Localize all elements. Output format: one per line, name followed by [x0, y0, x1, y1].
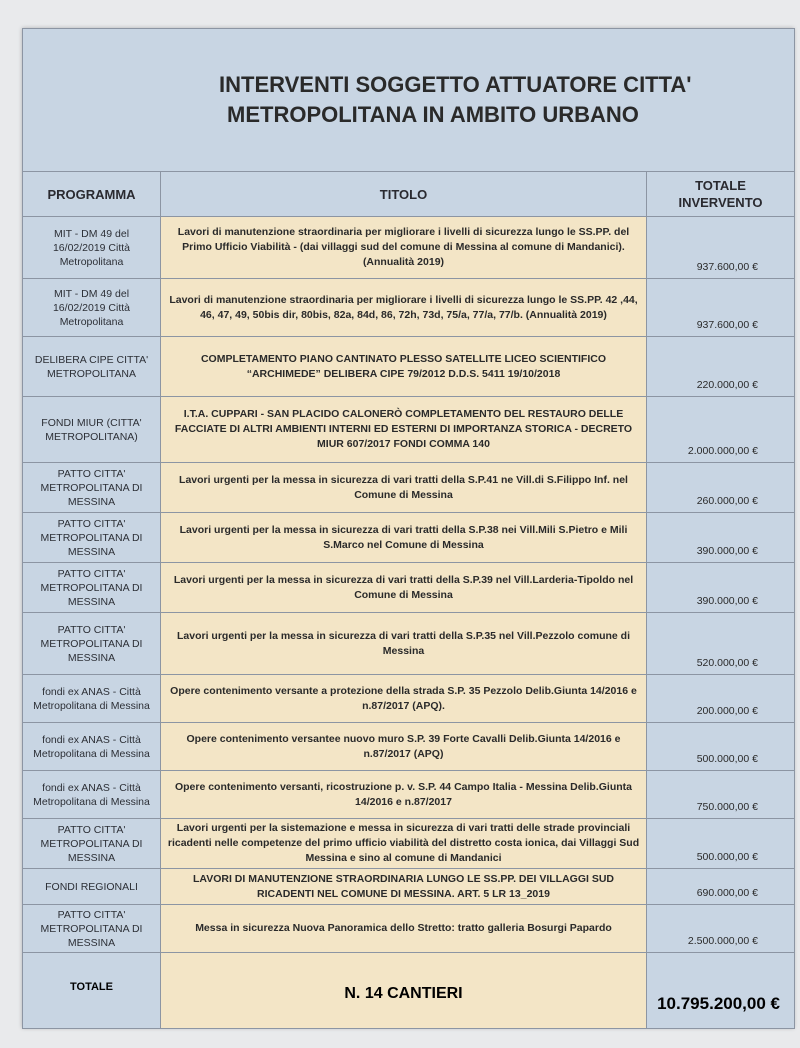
programma-cell: PATTO CITTA' METROPOLITANA DI MESSINA: [23, 563, 161, 613]
cantieri-count: N. 14 CANTIERI: [161, 953, 647, 1029]
importo-cell: 220.000,00 €: [647, 337, 795, 397]
table-row: [23, 563, 795, 613]
totale-label: TOTALE: [23, 953, 161, 1029]
header-totale-line-1: TOTALE: [695, 178, 746, 193]
importo-cell: 390.000,00 €: [647, 563, 795, 613]
importo-cell: 260.000,00 €: [647, 463, 795, 513]
table-row: [23, 613, 795, 675]
programma-cell: FONDI MIUR (CITTA' METROPOLITANA): [23, 397, 161, 463]
title-row: [23, 29, 795, 172]
programma-cell: fondi ex ANAS - Città Metropolitana di Messina: [23, 723, 161, 771]
titolo-cell: Lavori urgenti per la messa in sicurezza di vari tratti della S.P.41 ne Vill.di S.Filippo Inf. nel Comune di Messina: [161, 463, 647, 513]
titolo-cell: Lavori urgenti per la messa in sicurezza di vari tratti della S.P.35 nel Vill.Pezzolo comune di Messina: [161, 613, 647, 675]
titolo-cell: Lavori urgenti per la sistemazione e messa in sicurezza di vari tratti delle strade provinciali ricadenti nelle competenze del primo ufficio viabilità del distretto costa ionica, dai Villaggi Sud Messina e sino al comune di Mandanici: [161, 819, 647, 869]
table-row: [23, 869, 795, 905]
titolo-cell: Lavori di manutenzione straordinaria per migliorare i livelli di sicurezza lungo le SS.PP. 42 ,44, 46, 47, 49, 50bis dir, 80bis, 82a, 84d, 86, 72h, 73d, 75/a, 77/a, 77/b. (Annualità 2019): [161, 279, 647, 337]
titolo-cell: Lavori urgenti per la messa in sicurezza di vari tratti della S.P.38 nei Vill.Mili S.Pietro e Mili S.Marco nel Comune di Messina: [161, 513, 647, 563]
importo-cell: 937.600,00 €: [647, 279, 795, 337]
table-row: [23, 463, 795, 513]
importo-cell: 2.000.000,00 €: [647, 397, 795, 463]
programma-cell: PATTO CITTA' METROPOLITANA DI MESSINA: [23, 819, 161, 869]
programma-cell: fondi ex ANAS - Città Metropolitana di Messina: [23, 675, 161, 723]
programma-cell: PATTO CITTA' METROPOLITANA DI MESSINA: [23, 463, 161, 513]
header-row: [23, 172, 795, 217]
interventions-table: [22, 28, 795, 1029]
header-totale: [647, 172, 795, 217]
importo-cell: 750.000,00 €: [647, 771, 795, 819]
header-titolo: TITOLO: [161, 172, 647, 217]
programma-cell: MIT - DM 49 del 16/02/2019 Città Metropolitana: [23, 279, 161, 337]
titolo-cell: Opere contenimento versantee nuovo muro S.P. 39 Forte Cavalli Delib.Giunta 14/2016 e n.87/2017 (APQ): [161, 723, 647, 771]
table-row: [23, 513, 795, 563]
totale-importo: 10.795.200,00 €: [647, 953, 795, 1029]
table-row: [23, 675, 795, 723]
title-line-1: INTERVENTI SOGGETTO ATTUATORE CITTA': [219, 72, 692, 97]
title-line-2: METROPOLITANA IN AMBITO URBANO: [227, 102, 639, 127]
titolo-cell: Messa in sicurezza Nuova Panoramica dello Stretto: tratto galleria Bosurgi Papardo: [161, 905, 647, 953]
programma-cell: PATTO CITTA' METROPOLITANA DI MESSINA: [23, 613, 161, 675]
programma-cell: PATTO CITTA' METROPOLITANA DI MESSINA: [23, 513, 161, 563]
programma-cell: DELIBERA CIPE CITTA' METROPOLITANA: [23, 337, 161, 397]
table-row: [23, 819, 795, 869]
document-title: [23, 29, 795, 172]
titolo-cell: Lavori urgenti per la messa in sicurezza di vari tratti della S.P.39 nel Vill.Larderia-Tipoldo nel Comune di Messina: [161, 563, 647, 613]
table-row: [23, 771, 795, 819]
importo-cell: 500.000,00 €: [647, 819, 795, 869]
importo-cell: 520.000,00 €: [647, 613, 795, 675]
importo-cell: 2.500.000,00 €: [647, 905, 795, 953]
programma-cell: fondi ex ANAS - Città Metropolitana di Messina: [23, 771, 161, 819]
programma-cell: FONDI REGIONALI: [23, 869, 161, 905]
importo-cell: 500.000,00 €: [647, 723, 795, 771]
header-programma: PROGRAMMA: [23, 172, 161, 217]
table-row: [23, 337, 795, 397]
importo-cell: 200.000,00 €: [647, 675, 795, 723]
programma-cell: MIT - DM 49 del 16/02/2019 Città Metropolitana: [23, 217, 161, 279]
importo-cell: 690.000,00 €: [647, 869, 795, 905]
programma-cell: PATTO CITTA' METROPOLITANA DI MESSINA: [23, 905, 161, 953]
titolo-cell: I.T.A. CUPPARI - SAN PLACIDO CALONERÒ COMPLETAMENTO DEL RESTAURO DELLE FACCIATE DI ALTRI AMBIENTI INTERNI ED ESTERNI DI IMPORTANZA STORICA - DECRETO MIUR 607/2017 FONDI COMMA 140: [161, 397, 647, 463]
table-row: [23, 723, 795, 771]
titolo-cell: Lavori di manutenzione straordinaria per migliorare i livelli di sicurezza lungo le SS.PP. del Primo Ufficio Viabilità - (dai villaggi sud del comune di Messina al comune di Mandanici). (Annualità 2019): [161, 217, 647, 279]
header-totale-line-2: INVERVENTO: [678, 195, 763, 210]
table-row: [23, 905, 795, 953]
titolo-cell: Opere contenimento versante a protezione della strada S.P. 35 Pezzolo Delib.Giunta 14/2016 e n.87/2017 (APQ).: [161, 675, 647, 723]
titolo-cell: Opere contenimento versanti, ricostruzione p. v. S.P. 44 Campo Italia - Messina Delib.Giunta 14/2016 e n.87/2017: [161, 771, 647, 819]
table-row: [23, 217, 795, 279]
document-sheet: [22, 28, 794, 1028]
total-row: [23, 953, 795, 1029]
titolo-cell: LAVORI DI MANUTENZIONE STRAORDINARIA LUNGO LE SS.PP. DEI VILLAGGI SUD RICADENTI NEL COMUNE DI MESSINA. ART. 5 LR 13_2019: [161, 869, 647, 905]
table-row: [23, 279, 795, 337]
titolo-cell: COMPLETAMENTO PIANO CANTINATO PLESSO SATELLITE LICEO SCIENTIFICO “ARCHIMEDE” DELIBERA CIPE 79/2012 D.D.S. 5411 19/10/2018: [161, 337, 647, 397]
importo-cell: 390.000,00 €: [647, 513, 795, 563]
importo-cell: 937.600,00 €: [647, 217, 795, 279]
table-row: [23, 397, 795, 463]
